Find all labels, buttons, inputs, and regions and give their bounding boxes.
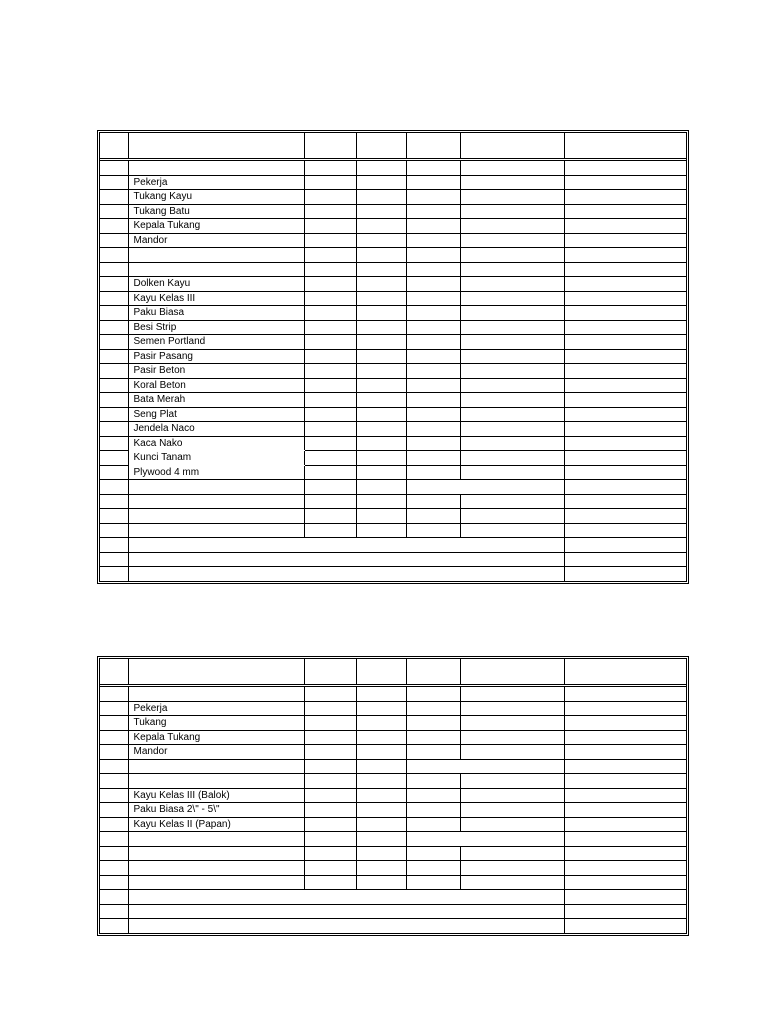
item-label <box>128 248 304 263</box>
item-label: Semen Portland <box>128 335 304 350</box>
header-cell-code <box>304 133 356 160</box>
table-row <box>100 219 686 234</box>
table-row <box>100 436 686 451</box>
header-cell-unit <box>356 659 406 686</box>
item-label: Kaca Nako <box>128 436 304 451</box>
item-label: Koral Beton <box>128 378 304 393</box>
table-row <box>100 716 686 731</box>
table-header-row <box>100 133 686 160</box>
table-row <box>100 204 686 219</box>
table-row <box>100 262 686 277</box>
item-label: Bata Merah <box>128 393 304 408</box>
analysis-table-1 <box>97 130 689 584</box>
table-row <box>100 364 686 379</box>
header-cell-coefficient <box>406 133 460 160</box>
table-row <box>100 846 686 861</box>
item-label <box>128 832 304 847</box>
table-row <box>100 306 686 321</box>
table-row <box>100 875 686 890</box>
table-row <box>100 190 686 205</box>
header-cell-no <box>100 133 128 160</box>
table-row <box>100 422 686 437</box>
item-label: Kunci Tanam <box>128 451 304 466</box>
header-cell-unit-price <box>460 133 564 160</box>
item-label: Kayu Kelas III (Balok) <box>128 788 304 803</box>
item-label: Paku Biasa 2\" - 5\" <box>128 803 304 818</box>
item-label: Kayu Kelas II (Papan) <box>128 817 304 832</box>
item-label <box>128 509 304 524</box>
table-row <box>100 451 686 466</box>
table-row <box>100 248 686 263</box>
item-label <box>128 262 304 277</box>
item-label: Pasir Beton <box>128 364 304 379</box>
item-label: Mandor <box>128 745 304 760</box>
table-row <box>100 803 686 818</box>
table-row <box>100 686 686 702</box>
table-row <box>100 233 686 248</box>
item-label <box>128 875 304 890</box>
item-label: Plywood 4 mm <box>128 465 304 480</box>
header-cell-unit <box>356 133 406 160</box>
table-row <box>100 291 686 306</box>
item-label: Kayu Kelas III <box>128 291 304 306</box>
table-row <box>100 335 686 350</box>
header-cell-coefficient <box>406 659 460 686</box>
summary-row <box>100 904 686 919</box>
item-label: Paku Biasa <box>128 306 304 321</box>
table-row <box>100 480 686 495</box>
item-label: Tukang Batu <box>128 204 304 219</box>
table-row <box>100 730 686 745</box>
table-row <box>100 160 686 176</box>
item-label <box>128 494 304 509</box>
summary-row <box>100 567 686 581</box>
table-row <box>100 817 686 832</box>
item-label <box>128 861 304 876</box>
header-cell-total <box>564 133 686 160</box>
table-row <box>100 701 686 716</box>
item-label: Besi Strip <box>128 320 304 335</box>
item-label: Pasir Pasang <box>128 349 304 364</box>
header-cell-unit-price <box>460 659 564 686</box>
table-row <box>100 494 686 509</box>
table-row <box>100 349 686 364</box>
item-label <box>128 774 304 789</box>
table-row <box>100 378 686 393</box>
table-row <box>100 465 686 480</box>
item-label: Kepala Tukang <box>128 219 304 234</box>
table-header-row <box>100 659 686 686</box>
summary-row <box>100 919 686 933</box>
summary-row <box>100 552 686 567</box>
item-label: Tukang Kayu <box>128 190 304 205</box>
header-cell-code <box>304 659 356 686</box>
item-label <box>128 686 304 702</box>
table-row <box>100 523 686 538</box>
item-label: Jendela Naco <box>128 422 304 437</box>
table-row <box>100 861 686 876</box>
item-label: Seng Plat <box>128 407 304 422</box>
item-label: Mandor <box>128 233 304 248</box>
header-cell-description <box>128 133 304 160</box>
item-label: Pekerja <box>128 175 304 190</box>
table-row <box>100 759 686 774</box>
item-label: Pekerja <box>128 701 304 716</box>
table-row <box>100 509 686 524</box>
analysis-table-2 <box>97 656 689 936</box>
table-row <box>100 788 686 803</box>
header-cell-total <box>564 659 686 686</box>
table-row <box>100 745 686 760</box>
item-label: Kepala Tukang <box>128 730 304 745</box>
table-row <box>100 277 686 292</box>
table-row <box>100 407 686 422</box>
table-row <box>100 175 686 190</box>
item-label <box>128 523 304 538</box>
item-label <box>128 480 304 495</box>
item-label: Tukang <box>128 716 304 731</box>
table-row <box>100 393 686 408</box>
item-label <box>128 846 304 861</box>
item-label: Dolken Kayu <box>128 277 304 292</box>
summary-row <box>100 538 686 553</box>
header-cell-no <box>100 659 128 686</box>
item-label <box>128 160 304 176</box>
table-row <box>100 832 686 847</box>
item-label <box>128 759 304 774</box>
table-row <box>100 774 686 789</box>
header-cell-description <box>128 659 304 686</box>
table-row <box>100 320 686 335</box>
summary-row <box>100 890 686 905</box>
